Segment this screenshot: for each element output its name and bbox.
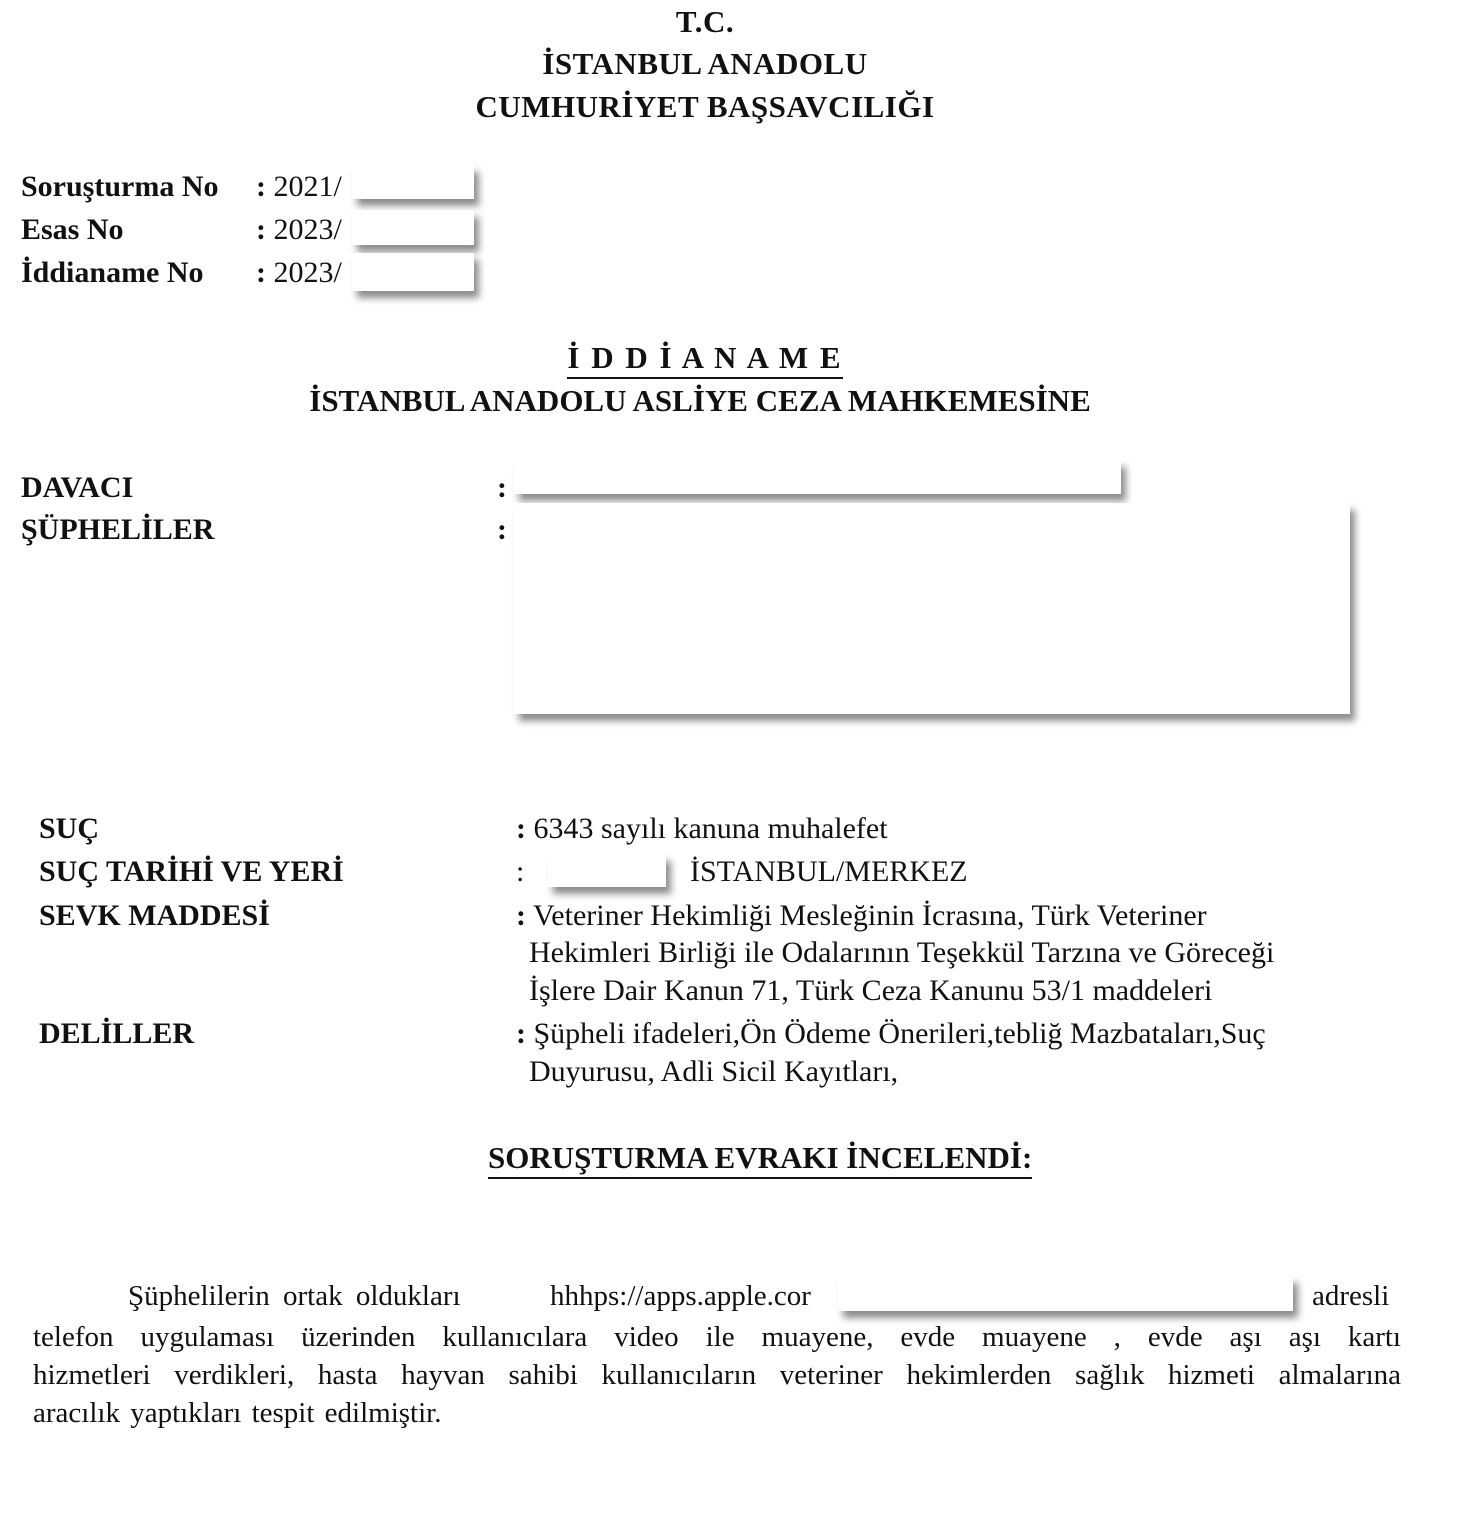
crime-date-place-label: SUÇ TARİHİ VE YERİ (39, 855, 344, 888)
section-heading-wrapper (488, 1140, 1032, 1176)
redaction-box (352, 253, 474, 291)
indictment-no-label: İddianame No (21, 256, 204, 289)
file-no-label: Esas No (21, 213, 124, 246)
body-paragraph (33, 1318, 1401, 1432)
evidence-line-1: : Şüpheli ifadeleri,Ön Ödeme Önerileri,tebliğ Mazbataları,Suç (516, 1017, 1266, 1050)
redaction-box (838, 1276, 1293, 1311)
paragraph-line-1-end: adresli (1312, 1280, 1390, 1312)
referral-article-line-3: İşlere Dair Kanun 71, Türk Ceza Kanunu 53/1 maddeleri (529, 974, 1213, 1007)
crime-label: SUÇ (39, 812, 100, 845)
referral-article-line-1: : Veteriner Hekimliği Mesleğinin İcrasına, Türk Veteriner (516, 899, 1207, 932)
header-office-city: İSTANBUL ANADOLU (542, 46, 868, 81)
indictment-no-value: : 2023/ (256, 256, 342, 289)
paragraph-line-1-start: Şüphelilerin ortak oldukları (128, 1280, 461, 1312)
plaintiff-label: DAVACI (21, 471, 134, 504)
investigation-no-label: Soruşturma No (21, 170, 219, 203)
crime-date-place-value: İSTANBUL/MERKEZ (690, 855, 968, 888)
header-office-name: CUMHURİYET BAŞSAVCILIĞI (475, 89, 935, 124)
suspects-separator: : (497, 513, 507, 546)
suspects-label: ŞÜPHELİLER (21, 513, 215, 546)
section-heading: SORUŞTURMA EVRAKI İNCELENDİ: (488, 1140, 1032, 1179)
evidence-label: DELİLLER (39, 1017, 195, 1050)
paragraph-line-4: aracılık yaptıkları tespit edilmiştir. (33, 1397, 442, 1429)
crime-date-place-separator: : (516, 855, 525, 888)
header-tc: T.C. (675, 4, 735, 39)
evidence-line-2: Duyurusu, Adli Sicil Kayıtları, (529, 1055, 899, 1088)
file-no-value: : 2023/ (256, 213, 342, 246)
crime-value: : 6343 sayılı kanuna muhalefet (516, 812, 888, 845)
title-wrapper (0, 340, 1410, 376)
paragraph-line-2: telefon uygulaması üzerinden kullanıcılara video ile muayene, evde muayene , evde aşı aşı kartı (33, 1321, 1401, 1353)
plaintiff-separator: : (497, 471, 507, 504)
court-name: İSTANBUL ANADOLU ASLİYE CEZA MAHKEMESİNE (309, 383, 1091, 418)
redaction-box (352, 165, 474, 199)
redaction-box (514, 460, 1121, 494)
paragraph-line-3: hizmetleri verdikleri, hasta hayvan sahibi kullanıcıların veteriner hekimlerden sağlık hizmeti almalarına (33, 1359, 1401, 1391)
investigation-no-value: : 2021/ (256, 170, 342, 203)
redaction-box (514, 503, 1350, 714)
redaction-box (352, 210, 474, 245)
redaction-box (548, 854, 666, 887)
document-title: İ D D İ A N A M E (567, 340, 842, 379)
referral-article-line-2: Hekimleri Birliği ile Odalarının Teşekkül Tarzına ve Göreceği (529, 936, 1275, 969)
referral-article-label: SEVK MADDESİ (39, 899, 270, 932)
paragraph-line-1-url: hhhps://apps.apple.cor (550, 1280, 811, 1312)
